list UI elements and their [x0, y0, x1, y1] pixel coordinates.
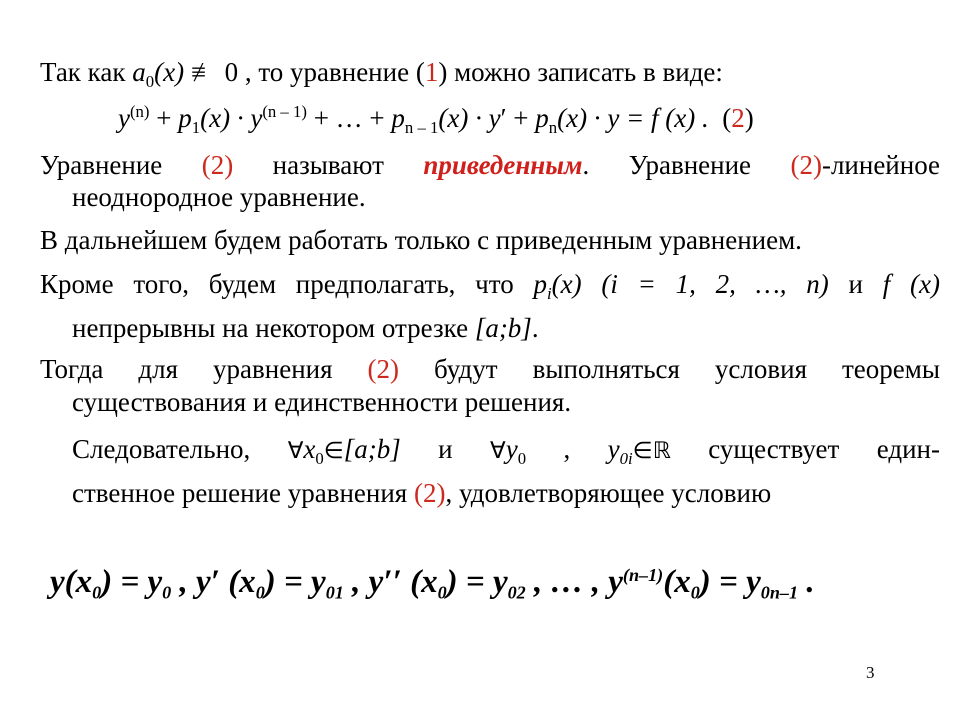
eq-ref-1: 1 — [424, 57, 439, 87]
para1-text-4: -линейное — [821, 150, 941, 180]
eq-rhs: y = f (x) . — [607, 103, 709, 133]
para2-text: В дальнейшем будем работать только с приведенным уравнением. — [40, 225, 802, 255]
var-y: y — [505, 434, 518, 464]
para1-text-5: неоднородное уравнение. — [72, 182, 366, 212]
ref-paren-open: ( — [415, 57, 425, 87]
eq-p1-sub: 1 — [191, 117, 201, 137]
cond-sep-2: , y — [343, 564, 384, 600]
cond-4-val-sub: 0n–1 — [760, 582, 799, 603]
intro-line — [40, 56, 723, 91]
index-range: (i = 1, 2, …, n) — [581, 269, 829, 299]
cond-2b: ) = y — [264, 564, 326, 600]
para5-text: Следовательно, — [72, 434, 288, 464]
para1-line2 — [72, 181, 366, 213]
eq-ref-2d: (2) — [413, 478, 446, 508]
eq-y: y — [118, 103, 130, 133]
eq-p1: p — [178, 103, 192, 133]
and-word: и — [828, 269, 883, 299]
cond-end: . — [798, 564, 815, 600]
para1-line1 — [40, 149, 940, 181]
eq-dots: + … + — [306, 103, 392, 133]
cond-2: (x — [219, 564, 256, 600]
cond-prime-2: ′′ — [383, 564, 402, 600]
para3-line1 — [40, 268, 941, 303]
para4-line2 — [72, 386, 571, 418]
forall-symbol: ∀ — [287, 438, 304, 464]
interval-ab-2: [a;b] — [343, 434, 401, 464]
cond-4-sub: 0 — [690, 582, 700, 603]
eq-pn1-arg: (x) · — [438, 103, 489, 133]
cond-3b: ) = y — [446, 564, 508, 600]
interval-ab: [a;b] — [474, 313, 532, 343]
coef-p-sub: i — [546, 283, 552, 303]
coef-p-arg: (x) — [551, 269, 582, 299]
eq-p1-arg: (x) · — [200, 103, 251, 133]
cond-4: (x — [663, 564, 691, 600]
para3-line2 — [72, 312, 539, 344]
para5-text-4: , удовлетворяющее условию — [445, 478, 772, 508]
eq-label-num: 2 — [731, 103, 745, 133]
coef-a: a — [132, 57, 146, 87]
para1-text-2: называют — [233, 150, 424, 180]
para5-text-2: существует един- — [670, 434, 941, 464]
eq-pn-arg: (x) · — [557, 103, 608, 133]
para4-text: Тогда для уравнения — [40, 354, 368, 384]
term-reduced: приведенным — [423, 150, 583, 180]
intro-text: Так как — [40, 57, 133, 87]
eq-y2: y — [250, 103, 263, 133]
cond-2-val-sub: 01 — [325, 582, 344, 603]
para1-text: Уравнение — [40, 150, 202, 180]
equation-2 — [118, 101, 754, 137]
reals-symbol: ℝ — [652, 438, 671, 464]
para4-line1 — [40, 353, 940, 385]
para3-text: Кроме того, будем предполагать, что — [40, 269, 534, 299]
eq-prime: ′ — [500, 103, 507, 133]
cond-1: y(x — [50, 564, 93, 600]
eq-y3: y — [488, 103, 501, 133]
para4-text-2: будут выполняться условия теоремы — [399, 354, 941, 384]
cond-sep-1: , y — [171, 564, 211, 600]
element-of-symbol-2: ∈ — [632, 438, 653, 464]
eq-y-sup: (n) — [129, 101, 150, 121]
eq-plus: + — [149, 103, 179, 133]
para5-text-3: ственное решение уравнения — [72, 478, 414, 508]
cond-prime-1: ′ — [210, 564, 220, 600]
var-y0i: y — [607, 434, 620, 464]
eq-pn1: p — [391, 103, 405, 133]
eq-ref-2b: (2) — [790, 150, 822, 180]
para3-period: . — [531, 313, 539, 343]
para5-line2 — [72, 477, 771, 509]
coef-p: p — [533, 269, 547, 299]
initial-conditions — [50, 562, 940, 602]
cond-4b: ) = y — [699, 564, 761, 600]
eq-ref-2a: (2) — [201, 150, 234, 180]
eq-label-close: ) — [744, 103, 754, 133]
eq-pn-sub: n — [548, 117, 558, 137]
cond-3-sub: 0 — [437, 582, 447, 603]
comma: , — [526, 434, 608, 464]
eq-pn1-sub: n – 1 — [404, 117, 439, 137]
para1-text-3: . Уравнение — [582, 150, 791, 180]
intro-text-2: , то уравнение — [238, 57, 416, 87]
cond-1b: ) = y — [101, 564, 163, 600]
cond-2-sub: 0 — [255, 582, 265, 603]
cond-dots: , … , y — [525, 564, 623, 600]
coef-a-arg: (x) — [154, 57, 185, 87]
intro-text-3: можно записать в виде: — [447, 57, 723, 87]
eq-label-open: ( — [722, 103, 732, 133]
cond-3-val-sub: 02 — [507, 582, 526, 603]
cond-last-sup: (n–1) — [622, 565, 664, 586]
para5-line1 — [72, 433, 940, 467]
cond-3: (x — [401, 564, 438, 600]
forall-symbol-2: ∀ — [490, 438, 506, 464]
eq-ref-2c: (2) — [367, 354, 400, 384]
var-y-sub: 0 — [517, 448, 527, 468]
cond-1-sub: 0 — [92, 582, 102, 603]
page-number: 3 — [866, 663, 875, 682]
var-x: x — [303, 434, 316, 464]
and-word-2: и — [400, 434, 491, 464]
para4-text-3: существования и единственности решения. — [72, 387, 572, 417]
element-of-symbol: ∈ — [323, 438, 344, 464]
ref-paren-close: ) — [438, 57, 448, 87]
coef-a-sub: 0 — [145, 71, 155, 91]
var-x-sub: 0 — [315, 448, 324, 468]
not-equiv-zero: ≢ 0 — [184, 57, 239, 87]
para2 — [40, 224, 802, 256]
cond-1-val-sub: 0 — [162, 582, 172, 603]
func-f: f (x) — [882, 269, 941, 299]
eq-pn: p — [535, 103, 549, 133]
eq-plus-3: + — [506, 103, 536, 133]
para3-text-2: непрерывны на некотором отрезке — [72, 313, 475, 343]
eq-y2-sup: (n – 1) — [262, 101, 307, 121]
var-y0i-sub: 0i — [619, 448, 633, 468]
